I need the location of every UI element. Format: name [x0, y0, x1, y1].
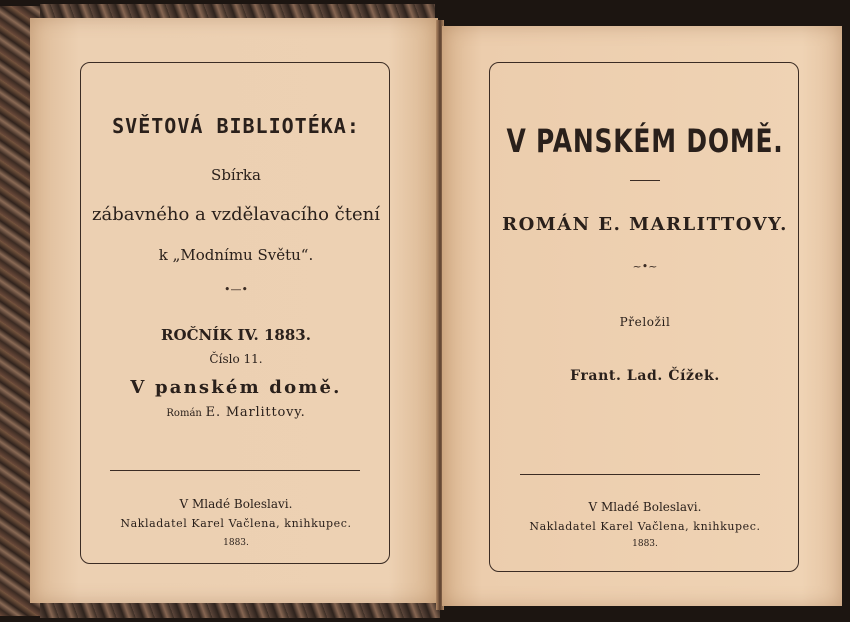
left-year: 1883. [223, 538, 249, 548]
left-book-title: V panském domě. [130, 377, 342, 398]
translator-name: Frant. Lad. Čížek. [570, 368, 720, 384]
left-publisher: Nakladatel Karel Vačlena, knihkupec. [120, 517, 352, 530]
novel-author: E. Marlittovy. [205, 405, 306, 420]
series-title: SVĚTOVÁ BIBLIOTÉKA: [112, 114, 360, 138]
novel-prefix: Román [166, 408, 202, 419]
issue-label: Číslo 11. [209, 352, 263, 366]
right-subtitle: ROMÁN E. MARLITTOVY. [502, 214, 788, 235]
right-place: V Mladé Boleslavi. [588, 500, 702, 514]
right-year: 1883. [632, 539, 658, 549]
series-subtitle-2: zábavného a vzdělavacího čtení [91, 204, 381, 225]
left-divider [110, 470, 360, 471]
left-novel-line [166, 405, 305, 420]
left-place: V Mladé Boleslavi. [179, 497, 293, 511]
series-subtitle-3: k „Modnímu Světu“. [158, 246, 314, 264]
right-divider [520, 474, 760, 475]
right-publisher: Nakladatel Karel Vačlena, knihkupec. [529, 520, 761, 533]
series-subtitle-1: Sbírka [211, 166, 261, 184]
right-book-title: V PANSKÉM DOMĚ. [506, 122, 784, 160]
volume-label: ROČNÍK IV. 1883. [161, 326, 311, 344]
right-ornament: ~•~ [632, 260, 658, 273]
left-ornament: •—• [224, 283, 248, 296]
right-short-rule [630, 180, 660, 181]
translated-by-label: Přeložil [619, 315, 671, 329]
